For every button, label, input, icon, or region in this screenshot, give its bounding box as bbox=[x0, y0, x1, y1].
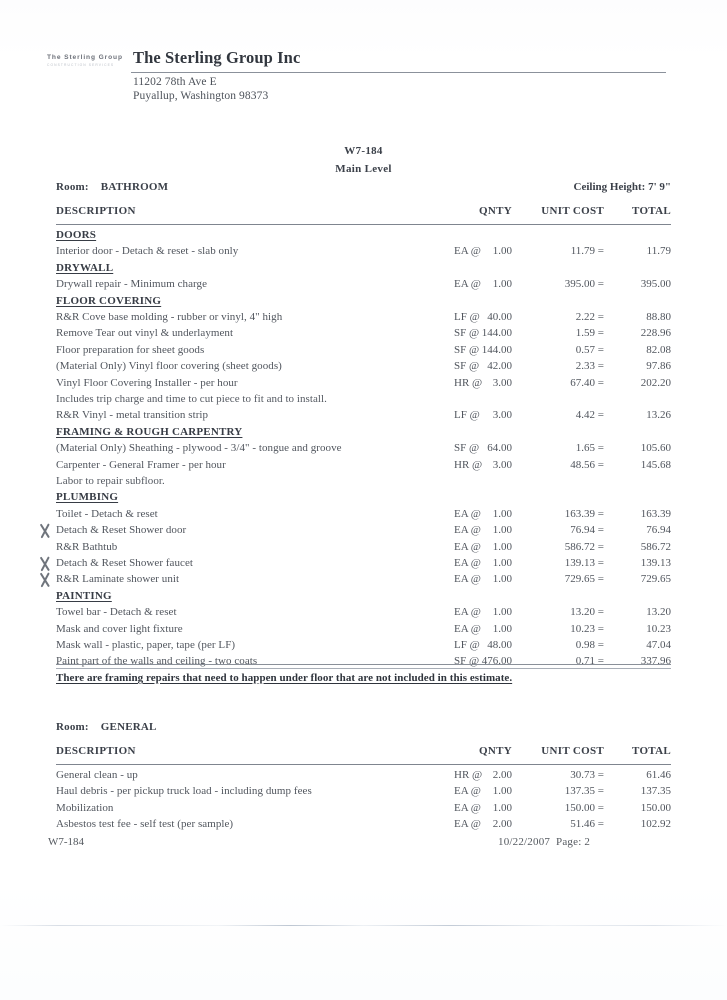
table-row bbox=[56, 769, 671, 785]
room-name: BATHROOM bbox=[100, 181, 169, 193]
row-quantity: 2.00 bbox=[492, 818, 512, 831]
company-address-line2: Puyallup, Washington 98373 bbox=[133, 90, 269, 102]
row-total: 10.23 bbox=[646, 622, 671, 635]
row-description: Towel bar - Detach & reset bbox=[56, 606, 177, 619]
row-description: FLOOR COVERING bbox=[56, 294, 162, 307]
row-unit-cost: 2.22 = bbox=[575, 311, 604, 323]
row-total: 13.20 bbox=[646, 606, 671, 619]
ceiling-height: Ceiling Height: 7' 9" bbox=[573, 181, 671, 193]
row-description: DRYWALL bbox=[56, 261, 114, 274]
company-name: The Sterling Group Inc bbox=[133, 48, 301, 67]
row-quantity: 144.00 bbox=[481, 343, 512, 356]
row-unit-cost: 0.98 = bbox=[575, 639, 604, 651]
row-unit-cost: 139.13 = bbox=[564, 557, 604, 569]
section-end-rule bbox=[56, 664, 671, 669]
row-description: R&R Vinyl - metal transition strip bbox=[56, 409, 209, 422]
table-row bbox=[56, 459, 671, 475]
row-unit-cost: 51.46 = bbox=[570, 818, 604, 831]
row-total: 137.35 bbox=[640, 785, 671, 798]
row-description: Detach & Reset Shower faucet bbox=[56, 557, 194, 569]
row-quantity: 1.00 bbox=[492, 573, 512, 586]
row-description: Labor to repair subfloor. bbox=[56, 475, 165, 487]
table-callout-row bbox=[56, 672, 671, 688]
row-unit-of-measure: EA @ bbox=[454, 573, 481, 586]
row-description: PLUMBING bbox=[56, 491, 119, 504]
row-quantity: 48.00 bbox=[487, 639, 512, 651]
row-description: Mask and cover light fixture bbox=[56, 622, 183, 635]
row-description: Floor preparation for sheet goods bbox=[56, 343, 205, 356]
row-quantity: 2.00 bbox=[492, 769, 512, 781]
row-description: Toilet - Detach & reset bbox=[56, 507, 158, 520]
row-quantity: 1.00 bbox=[492, 245, 512, 258]
row-quantity: 42.00 bbox=[487, 360, 512, 373]
table-row bbox=[56, 557, 671, 573]
row-unit-cost: 11.79 = bbox=[570, 245, 604, 258]
row-unit-of-measure: EA @ bbox=[454, 245, 481, 258]
table-row bbox=[56, 360, 671, 376]
row-unit-of-measure: EA @ bbox=[454, 540, 481, 553]
row-quantity: 1.00 bbox=[492, 801, 512, 814]
row-description: Paint part of the walls and ceiling - two coats bbox=[56, 655, 258, 668]
row-total: 47.04 bbox=[646, 639, 671, 651]
row-description: Drywall repair - Minimum charge bbox=[56, 278, 208, 291]
row-unit-cost: 48.56 = bbox=[570, 458, 604, 471]
row-unit-cost: 395.00 = bbox=[564, 278, 604, 291]
row-quantity: 40.00 bbox=[487, 311, 512, 323]
footer-page: Page: 2 bbox=[556, 836, 591, 848]
row-description: Carpenter - General Framer - per hour bbox=[56, 458, 226, 471]
row-total: 202.20 bbox=[640, 376, 671, 389]
table-row bbox=[56, 409, 671, 425]
row-unit-cost: 1.65 = bbox=[575, 442, 604, 455]
row-description: (Material Only) Sheathing - plywood - 3/4" - tongue and groove bbox=[56, 442, 342, 455]
job-number-title: W7-184 bbox=[344, 145, 383, 157]
table-group-heading bbox=[56, 229, 671, 245]
row-total: 82.08 bbox=[646, 343, 671, 356]
row-description: Remove Tear out vinyl & underlayment bbox=[56, 327, 234, 340]
row-quantity: 1.00 bbox=[492, 540, 512, 553]
table-row bbox=[56, 623, 671, 639]
room-label: Room: bbox=[56, 721, 89, 733]
row-quantity: 64.00 bbox=[487, 442, 512, 455]
row-unit-of-measure: LF @ bbox=[454, 639, 480, 651]
footer-job-number: W7-184 bbox=[48, 836, 85, 848]
row-quantity: 3.00 bbox=[492, 376, 512, 389]
logo-tagline: CONSTRUCTION SERVICES bbox=[47, 62, 115, 67]
row-total: 139.13 bbox=[640, 557, 671, 569]
row-quantity: 1.00 bbox=[492, 278, 512, 291]
row-quantity: 476.00 bbox=[481, 655, 512, 668]
row-unit-of-measure: LF @ bbox=[454, 409, 480, 422]
table-group-heading bbox=[56, 590, 671, 606]
handwritten-x-mark-icon bbox=[36, 522, 53, 539]
row-total: 11.79 bbox=[646, 245, 671, 258]
scan-artifact-line bbox=[0, 925, 727, 926]
column-header-qnty: QNTY bbox=[479, 205, 512, 217]
row-quantity: 144.00 bbox=[481, 327, 512, 340]
table-row bbox=[56, 278, 671, 294]
row-unit-of-measure: SF @ bbox=[454, 360, 480, 373]
row-unit-of-measure: EA @ bbox=[454, 278, 481, 291]
row-unit-cost: 10.23 = bbox=[570, 622, 604, 635]
row-unit-cost: 13.20 = bbox=[570, 606, 604, 619]
company-logo bbox=[47, 54, 133, 67]
row-quantity: 1.00 bbox=[492, 622, 512, 635]
row-unit-of-measure: SF @ bbox=[454, 343, 480, 356]
table-row bbox=[56, 245, 671, 261]
row-unit-cost: 0.71 = bbox=[575, 655, 604, 668]
table-row bbox=[56, 541, 671, 557]
row-unit-of-measure: EA @ bbox=[454, 785, 481, 798]
row-description: Includes trip charge and time to cut piece to fit and to install. bbox=[56, 393, 327, 405]
row-unit-cost: 67.40 = bbox=[570, 376, 604, 389]
letterhead-divider bbox=[131, 72, 666, 73]
table-row bbox=[56, 606, 671, 622]
row-quantity: 3.00 bbox=[492, 458, 512, 471]
row-unit-cost: 586.72 = bbox=[564, 540, 604, 553]
row-quantity: 1.00 bbox=[492, 557, 512, 569]
row-total: 76.94 bbox=[646, 524, 671, 537]
row-unit-cost: 150.00 = bbox=[564, 801, 604, 814]
row-total: 395.00 bbox=[640, 278, 671, 291]
room-heading bbox=[56, 721, 157, 733]
row-unit-cost: 1.59 = bbox=[575, 327, 604, 340]
footer-date-page bbox=[498, 836, 590, 848]
row-unit-cost: 2.33 = bbox=[575, 360, 604, 373]
row-description: PAINTING bbox=[56, 589, 112, 602]
table-row bbox=[56, 639, 671, 655]
row-total: 163.39 bbox=[640, 507, 671, 520]
table-column-headers bbox=[56, 205, 671, 219]
row-total: 102.92 bbox=[640, 818, 671, 831]
row-description: Vinyl Floor Covering Installer - per hour bbox=[56, 376, 238, 389]
row-description: Mobilization bbox=[56, 801, 114, 814]
table-header-rule bbox=[56, 224, 671, 225]
row-description: Interior door - Detach & reset - slab only bbox=[56, 245, 239, 258]
row-total: 729.65 bbox=[640, 573, 671, 586]
column-header-description: DESCRIPTION bbox=[56, 745, 136, 757]
row-quantity: 1.00 bbox=[492, 524, 512, 537]
row-unit-of-measure: EA @ bbox=[454, 818, 481, 831]
table-note-row bbox=[56, 475, 671, 491]
column-header-total: TOTAL bbox=[632, 205, 671, 217]
row-unit-cost: 0.57 = bbox=[575, 343, 604, 356]
row-unit-of-measure: EA @ bbox=[454, 507, 481, 520]
row-unit-cost: 137.35 = bbox=[564, 785, 604, 798]
row-total: 586.72 bbox=[640, 540, 671, 553]
room-name: GENERAL bbox=[100, 721, 157, 733]
row-unit-cost: 4.42 = bbox=[575, 409, 604, 422]
room-label: Room: bbox=[56, 181, 89, 193]
row-unit-of-measure: HR @ bbox=[454, 769, 483, 781]
column-header-total: TOTAL bbox=[632, 745, 671, 757]
row-unit-cost: 163.39 = bbox=[564, 507, 604, 520]
row-total: 13.26 bbox=[646, 409, 671, 422]
row-total: 61.46 bbox=[646, 769, 671, 781]
row-description: (Material Only) Vinyl floor covering (sheet goods) bbox=[56, 360, 282, 373]
row-description: Detach & Reset Shower door bbox=[56, 524, 187, 537]
row-unit-of-measure: SF @ bbox=[454, 442, 480, 455]
company-address-line1: 11202 78th Ave E bbox=[133, 76, 217, 88]
room-heading bbox=[56, 181, 168, 193]
table-row bbox=[56, 344, 671, 360]
row-unit-of-measure: HR @ bbox=[454, 458, 483, 471]
row-unit-of-measure: LF @ bbox=[454, 311, 480, 323]
row-description: DOORS bbox=[56, 229, 97, 241]
table-row bbox=[56, 377, 671, 393]
row-unit-of-measure: SF @ bbox=[454, 655, 480, 668]
footer-date: 10/22/2007 bbox=[498, 836, 551, 848]
column-header-unit-cost: UNIT COST bbox=[541, 205, 604, 217]
table-row bbox=[56, 785, 671, 801]
handwritten-x-mark-icon bbox=[36, 555, 53, 572]
row-description: Haul debris - per pickup truck load - including dump fees bbox=[56, 785, 312, 798]
row-total: 228.96 bbox=[640, 327, 671, 340]
table-row bbox=[56, 818, 671, 834]
row-unit-of-measure: EA @ bbox=[454, 606, 481, 619]
row-unit-of-measure: EA @ bbox=[454, 557, 481, 569]
handwritten-x-mark-icon bbox=[36, 571, 53, 588]
row-unit-cost: 30.73 = bbox=[570, 769, 604, 781]
row-total: 88.80 bbox=[646, 311, 671, 323]
column-header-description: DESCRIPTION bbox=[56, 205, 136, 217]
column-header-qnty: QNTY bbox=[479, 745, 512, 757]
row-quantity: 1.00 bbox=[492, 606, 512, 619]
row-description: R&R Cove base molding - rubber or vinyl, 4" high bbox=[56, 311, 283, 323]
table-header-rule bbox=[56, 764, 671, 765]
row-description: There are framing repairs that need to happen under floor that are not included in this estimate. bbox=[56, 671, 513, 684]
table-group-heading bbox=[56, 426, 671, 442]
table-row bbox=[56, 573, 671, 589]
table-group-heading bbox=[56, 491, 671, 507]
table-row bbox=[56, 508, 671, 524]
row-total: 337.96 bbox=[640, 655, 671, 668]
row-description: R&R Bathtub bbox=[56, 540, 118, 553]
row-description: Mask wall - plastic, paper, tape (per LF) bbox=[56, 639, 236, 651]
row-description: FRAMING & ROUGH CARPENTRY bbox=[56, 425, 243, 438]
row-total: 97.86 bbox=[646, 360, 671, 373]
row-total: 105.60 bbox=[640, 442, 671, 455]
table-row bbox=[56, 524, 671, 540]
row-quantity: 1.00 bbox=[492, 785, 512, 798]
row-unit-of-measure: EA @ bbox=[454, 801, 481, 814]
row-total: 145.68 bbox=[640, 458, 671, 471]
row-total: 150.00 bbox=[640, 801, 671, 814]
row-unit-cost: 76.94 = bbox=[570, 524, 604, 537]
row-unit-of-measure: HR @ bbox=[454, 376, 483, 389]
table-row bbox=[56, 327, 671, 343]
row-description: Asbestos test fee - self test (per sample) bbox=[56, 818, 234, 831]
row-unit-cost: 729.65 = bbox=[564, 573, 604, 586]
table-row bbox=[56, 442, 671, 458]
column-header-unit-cost: UNIT COST bbox=[541, 745, 604, 757]
table-group-heading bbox=[56, 262, 671, 278]
row-unit-of-measure: SF @ bbox=[454, 327, 480, 340]
table-note-row bbox=[56, 393, 671, 409]
row-unit-of-measure: EA @ bbox=[454, 524, 481, 537]
row-unit-of-measure: EA @ bbox=[454, 622, 481, 635]
table-row bbox=[56, 802, 671, 818]
row-quantity: 3.00 bbox=[492, 409, 512, 422]
level-title: Main Level bbox=[335, 163, 392, 175]
row-quantity: 1.00 bbox=[492, 507, 512, 520]
logo-wordmark: The Sterling Group bbox=[47, 54, 123, 61]
table-group-heading bbox=[56, 295, 671, 311]
table-column-headers bbox=[56, 745, 671, 759]
row-description: General clean - up bbox=[56, 769, 138, 781]
table-row bbox=[56, 311, 671, 327]
row-description: R&R Laminate shower unit bbox=[56, 573, 180, 586]
